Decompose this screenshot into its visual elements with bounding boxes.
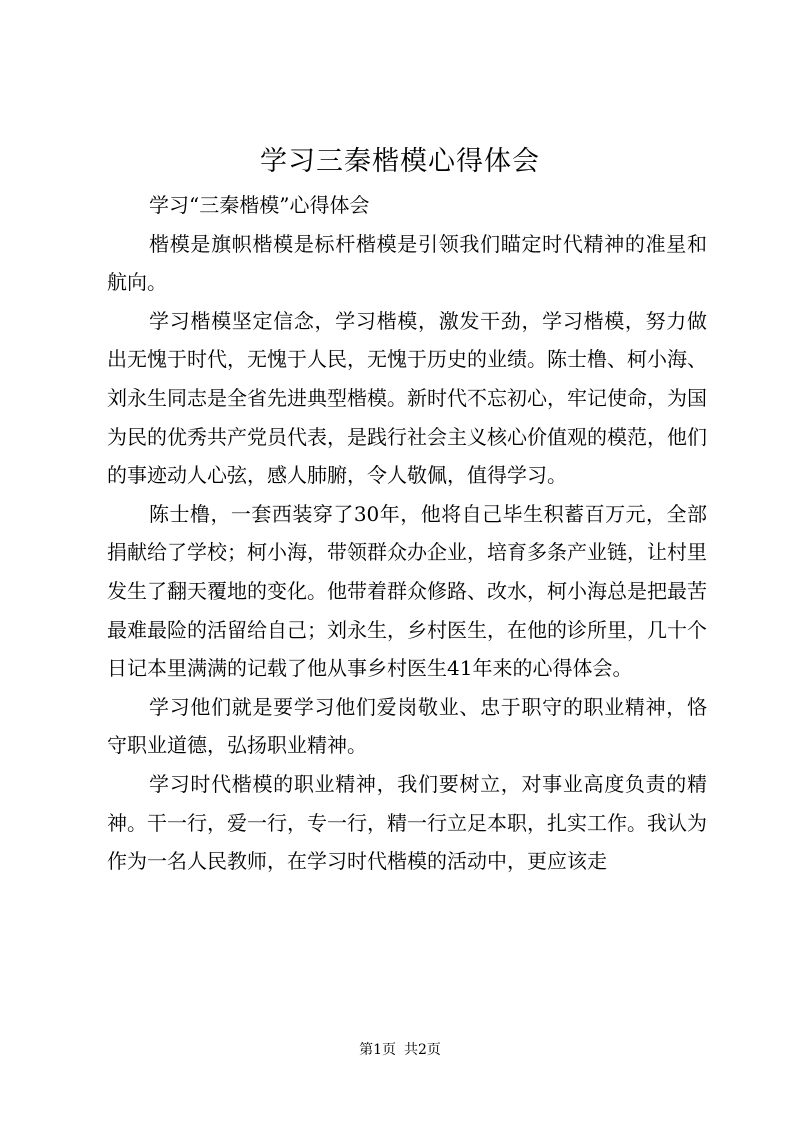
- body-paragraph: 学习时代楷模的职业精神，我们要树立，对事业高度负责的精神。干一行，爱一行，专一行，精一行立足本职，扎实工作。我认为作为一名人民教师，在学习时代楷模的活动中，更应该走: [107, 771, 707, 874]
- body-paragraph: 陈士橹，一套西装穿了30年，他将自己毕生积蓄百万元，全部捐献给了学校；柯小海，带领群众办企业，培育多条产业链，让村里发生了翻天覆地的变化。他带着群众修路、改水，柯小海总是把最苦最难最险的活留给自己；刘永生，乡村医生，在他的诊所里，几十个日记本里满满的记载了他从事乡村医生41年来的心得体会。: [107, 501, 707, 681]
- body-paragraph: 楷模是旗帜楷模是标杆楷模是引领我们瞄定时代精神的准星和航向。: [107, 231, 707, 295]
- subtitle-paragraph: 学习“三秦楷模”心得体会: [149, 193, 370, 217]
- document-title: 学习三秦楷模心得体会: [260, 146, 540, 177]
- body-paragraph: 学习他们就是要学习他们爱岗敬业、忠于职守的职业精神，恪守职业道德，弘扬职业精神。: [107, 694, 707, 758]
- document-body: [107, 186, 707, 881]
- page-total: 共2页: [404, 1042, 441, 1058]
- page-number: 第1页: [359, 1042, 396, 1058]
- page-footer: [0, 1040, 800, 1060]
- body-paragraph: 学习楷模坚定信念，学习楷模，激发干劲，学习楷模，努力做出无愧于时代，无愧于人民，无愧于历史的业绩。陈士橹、柯小海、刘永生同志是全省先进典型楷模。新时代不忘初心，牢记使命，为国为民的优秀共产党员代表，是践行社会主义核心价值观的模范，他们的事迹动人心弦，感人肺腑，令人敬佩，值得学习。: [107, 308, 707, 488]
